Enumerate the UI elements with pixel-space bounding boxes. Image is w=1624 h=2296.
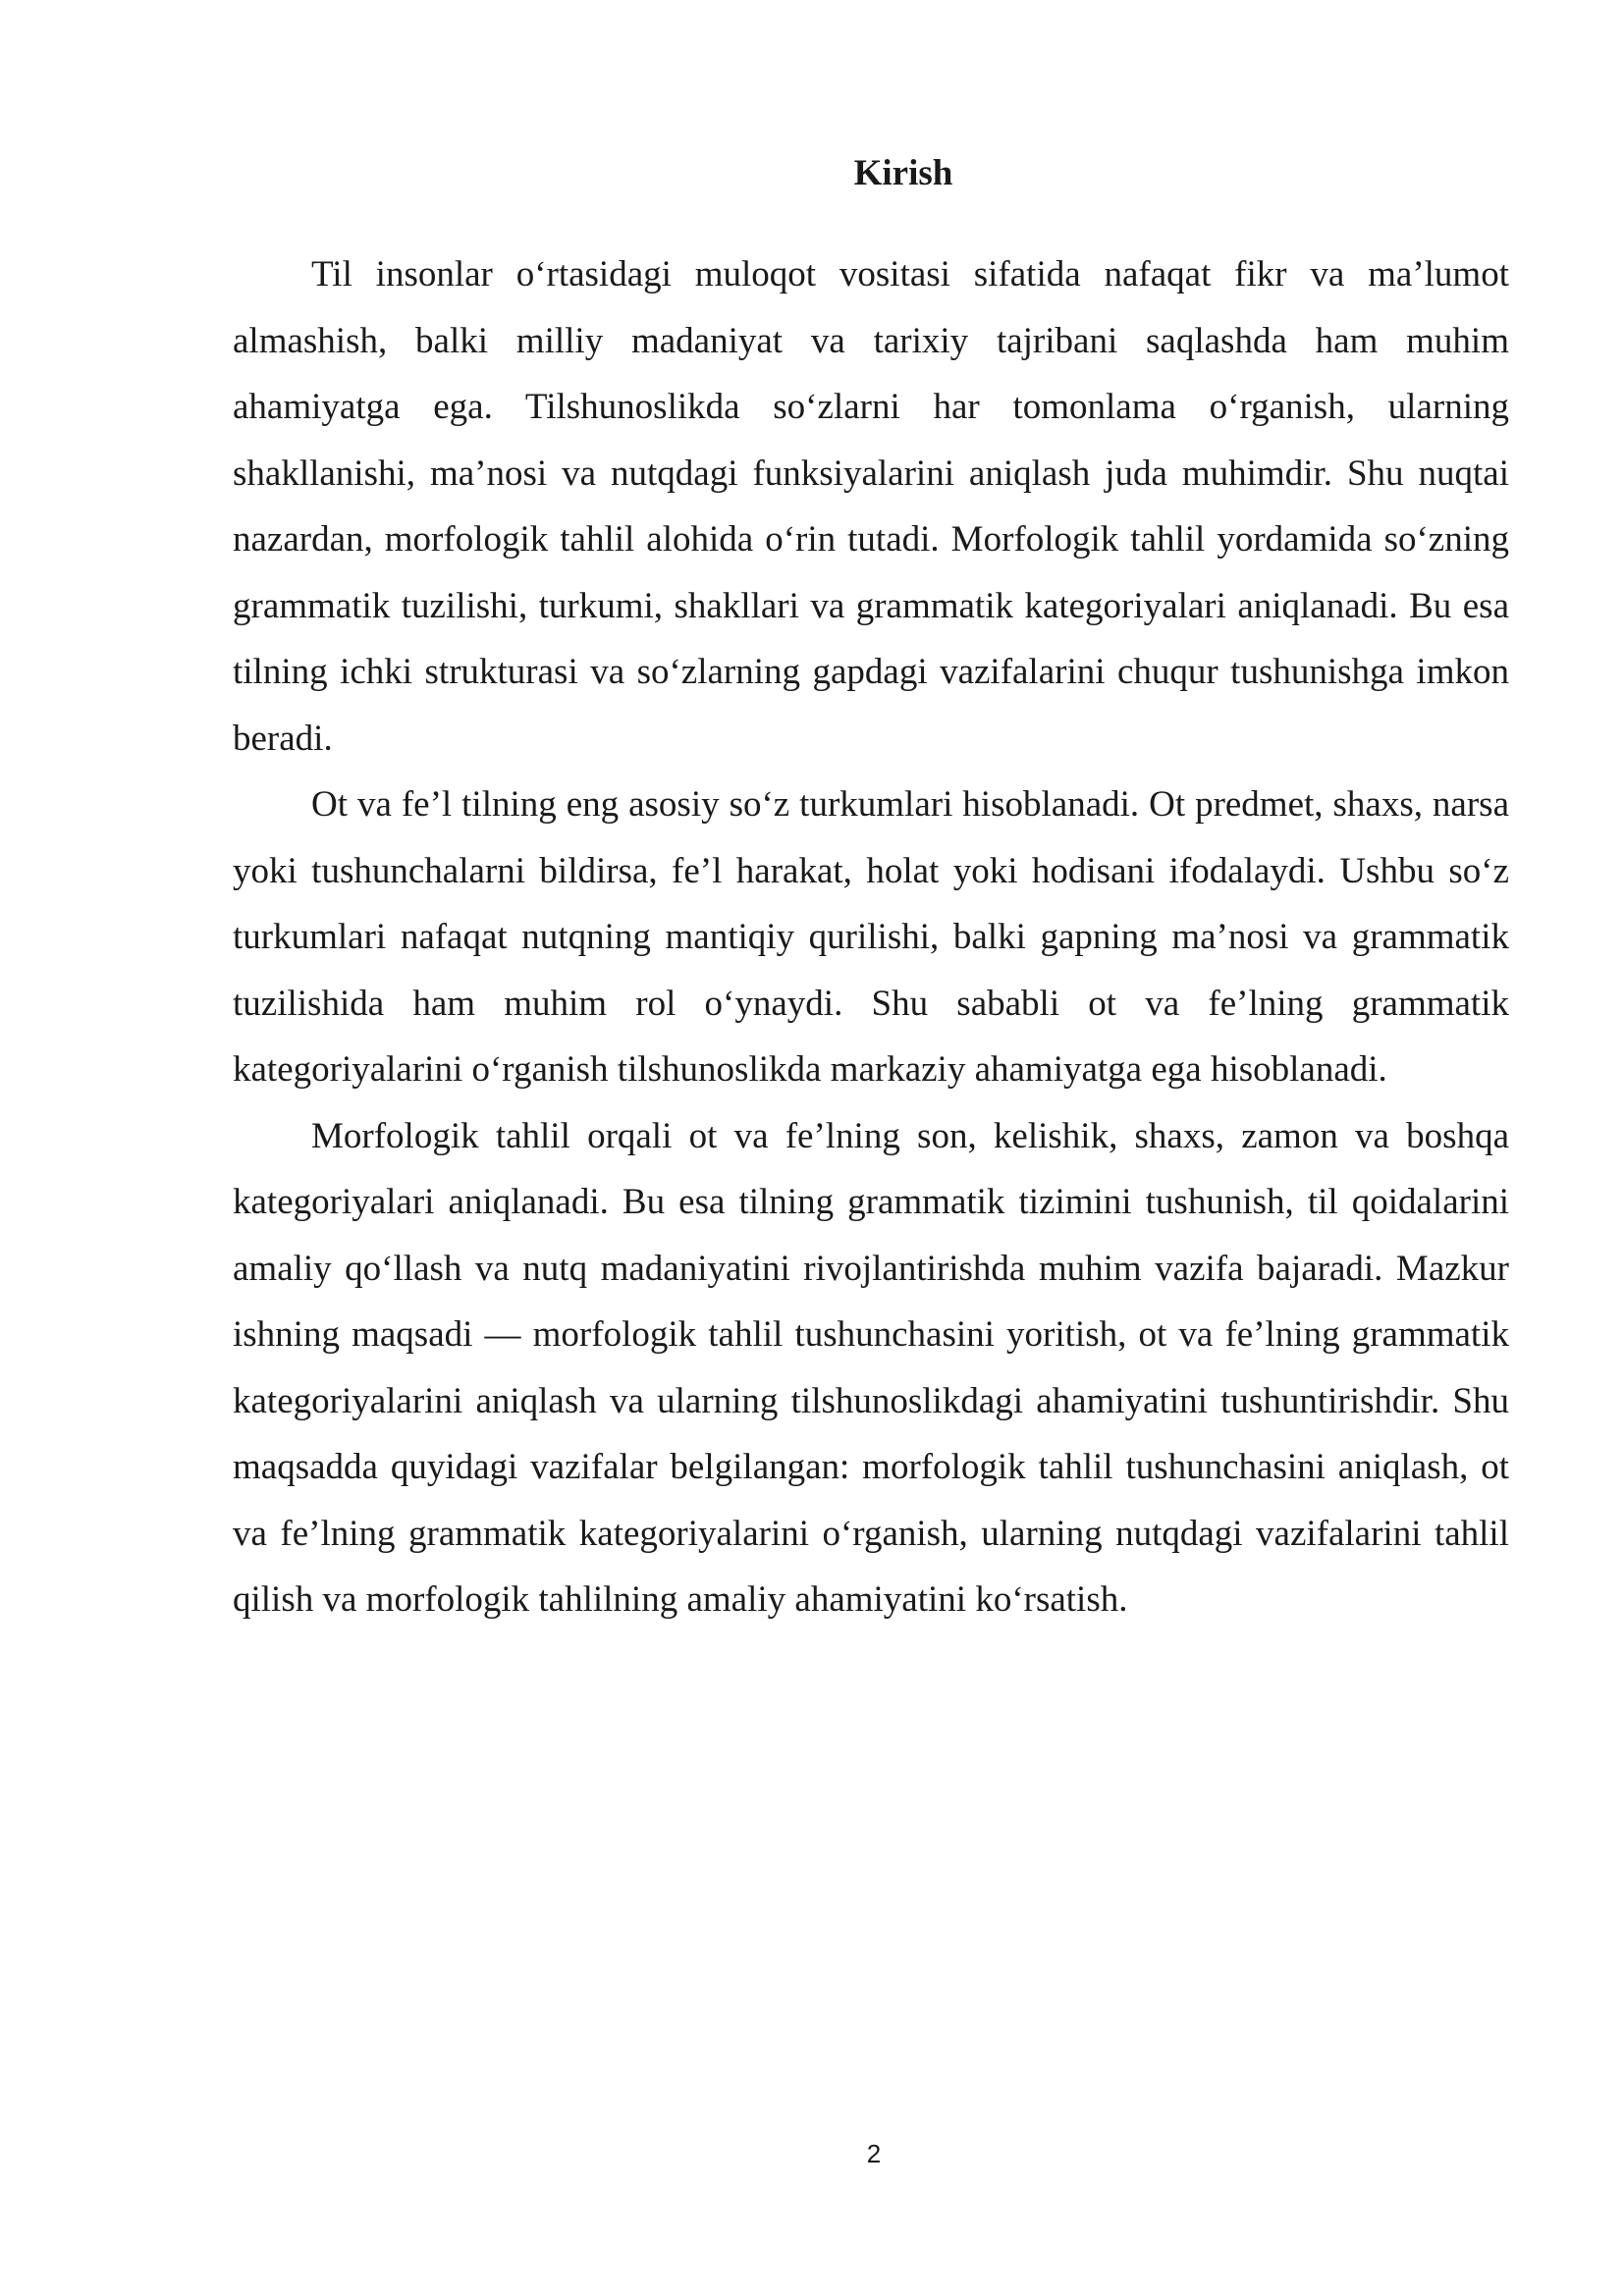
paragraph-2: Ot va fe’l tilning eng asosiy so‘z turkumlari hisoblanadi. Ot predmet, shaxs, narsa yoki tushunchalarni bildirsa, fe’l harakat, holat yoki hodisani ifodalaydi. Ushbu so‘z turkumlari nafaqat nutqning mantiqiy qurilishi, balki gapning ma’nosi va grammatik tuzilishida ham muhim rol o‘ynaydi. Shu sababli ot va fe’lning grammatik kategoriyalarini o‘rganish tilshunoslikda markaziy ahamiyatga ega hisoblanadi. [233,784,1509,1090]
page-title: Kirish [853,153,953,193]
page-number: 2 [866,2139,882,2168]
paragraph-3: Morfologik tahlil orqali ot va fe’lning son, kelishik, shaxs, zamon va boshqa kategoriyalari aniqlanadi. Bu esa tilning grammatik tizimini tushunish, til qoidalarini amaliy qo‘llash va nutq madaniyatini rivojlantirishda muhim vazifa bajaradi. Mazkur ishning maqsadi — morfologik tahlil tushunchasini yoritish, ot va fe’lning grammatik kategoriyalarini aniqlash va ularning tilshunoslikdagi ahamiyatini tushuntirishdir. Shu maqsadda quyidagi vazifalar belgilangan: morfologik tahlil tushunchasini aniqlash, ot va fe’lning grammatik kategoriyalarini o‘rganish, ularning nutqdagi vazifalarini tahlil qilish va morfologik tahlilning amaliy ahamiyatini ko‘rsatish. [233,1115,1509,1620]
paragraph-1: Til insonlar o‘rtasidagi muloqot vositasi sifatida nafaqat fikr va ma’lumot almashish, balki milliy madaniyat va tarixiy tajribani saqlashda ham muhim ahamiyatga ega. Tilshunoslikda so‘zlarni har tomonlama o‘rganish, ularning shakllanishi, ma’nosi va nutqdagi funksiyalarini aniqlash juda muhimdir. Shu nuqtai nazardan, morfologik tahlil alohida o‘rin tutadi. Morfologik tahlil yordamida so‘zning grammatik tuzilishi, turkumi, shakllari va grammatik kategoriyalari aniqlanadi. Bu esa tilning ichki strukturasi va so‘zlarning gapdagi vazifalarini chuqur tushunishga imkon beradi. [233,254,1509,759]
document-body [233,241,1509,1633]
